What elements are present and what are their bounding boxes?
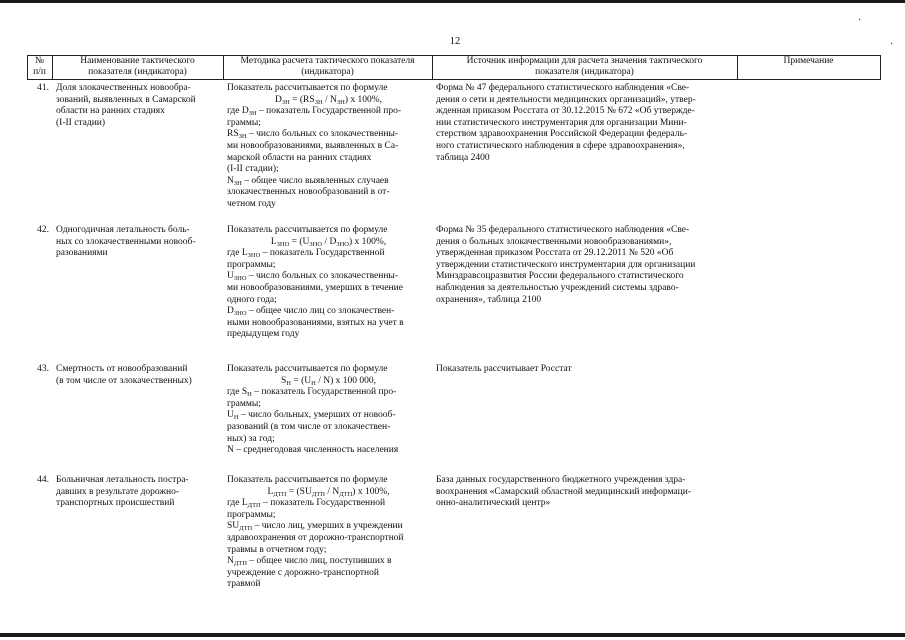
method-line: марской области на ранних стадиях bbox=[227, 152, 372, 163]
method-intro: Показатель рассчитывается по формуле bbox=[227, 225, 388, 235]
header-method: Методика расчета тактического показателя (индикатора) bbox=[240, 56, 415, 77]
method-line: предыдущем году bbox=[227, 329, 300, 340]
method-line: учреждение с дорожно-транспортной bbox=[227, 567, 379, 578]
row-number: 42. bbox=[37, 225, 49, 235]
data-source-line: жденная приказом Росстата от 30.12.2015 № 672 «Об утвержде- bbox=[436, 106, 695, 117]
data-source-line: ного статистического наблюдения в сфере здравоохранения», bbox=[436, 140, 685, 151]
col-divider bbox=[880, 55, 881, 79]
indicator-name bbox=[56, 225, 220, 260]
method-line: граммы; bbox=[227, 398, 261, 409]
method-intro: Показатель рассчитывается по формуле bbox=[227, 475, 388, 485]
header-note: Примечание bbox=[783, 56, 834, 66]
method-line: граммы; bbox=[227, 117, 261, 128]
method-formula: $S_Н = (U_Н / N)$ x 100 000, bbox=[280, 375, 376, 387]
data-source-line: онно-аналитический центр» bbox=[436, 498, 551, 509]
method-description bbox=[227, 475, 430, 591]
method-line: программы; bbox=[227, 509, 276, 520]
method-line: ми новообразованиями, выявленных в Са- bbox=[227, 140, 399, 151]
page-number: 12 bbox=[449, 36, 461, 47]
indicator-name bbox=[56, 83, 220, 129]
method-line: $U_Н$ – число больных, умерших от новооб- bbox=[227, 410, 396, 422]
indicator-name-line: зований, выявленных в Самарской bbox=[56, 94, 196, 105]
indicator-name-line: Больничная летальность постра- bbox=[56, 475, 189, 485]
header-num: № п/п bbox=[33, 56, 46, 77]
data-source-line: Минздравсоцразвития России федерального статистического bbox=[436, 271, 684, 282]
method-line: (I-II стадии); bbox=[227, 164, 279, 175]
header-source: Источник информации для расчета значения тактического показателя (индикатора) bbox=[466, 56, 703, 77]
data-source-line: наблюдения за деятельностью учреждений системы здраво- bbox=[436, 282, 679, 293]
row-number: 41. bbox=[37, 83, 49, 93]
data-source-line: дения о сети и деятельности медицинских организаций», утвер- bbox=[436, 94, 696, 105]
method-line: злокачественных новообразований в от- bbox=[227, 187, 390, 198]
data-source-line: Форма № 47 федерального статистического наблюдения «Све- bbox=[436, 83, 690, 93]
data-source bbox=[436, 475, 734, 510]
row-number: 43. bbox=[37, 364, 49, 374]
indicator-name-line: разованиями bbox=[56, 248, 108, 259]
method-line: где $D_{ЗН}$ – показатель Государственной про- bbox=[227, 106, 402, 118]
method-line: одного года; bbox=[227, 294, 277, 305]
method-formula: $D_{ЗН} = (RS_{ЗН} / N_{ЗН})$ x 100%, bbox=[274, 94, 383, 106]
method-line: травмы в отчетном году; bbox=[227, 544, 327, 555]
method-line: где $L_{ДТП}$ – показатель Государственной bbox=[227, 498, 386, 510]
data-source-line: База данных государственного бюджетного учреждения здра- bbox=[436, 475, 686, 485]
indicator-name-line: Смертность от новообразований bbox=[56, 364, 188, 374]
row-number: 44. bbox=[37, 475, 49, 485]
method-formula: $L_{ДТП} = (SU_{ДТП} / N_{ДТП})$ x 100%, bbox=[267, 486, 390, 498]
method-line: $U_{ЗНО}$ – число больных со злокачественны- bbox=[227, 271, 398, 283]
data-source-line: охранения», таблица 2100 bbox=[436, 294, 542, 305]
method-line: где $L_{ЗНО}$ – показатель Государственной bbox=[227, 248, 385, 260]
data-source-line: утверждении статистического инструментария для организации bbox=[436, 259, 696, 270]
method-intro: Показатель рассчитывается по формуле bbox=[227, 364, 388, 374]
header-bottom-rule bbox=[27, 79, 881, 80]
method-line: ными новообразованиями, взятых на учет в bbox=[227, 317, 404, 328]
scan-speck: · bbox=[890, 39, 894, 50]
scan-speck: · bbox=[858, 15, 862, 26]
method-line: $N_{ЗН}$ – общее число выявленных случаев bbox=[227, 175, 389, 187]
method-description bbox=[227, 364, 430, 457]
data-source bbox=[436, 83, 734, 164]
indicator-name-line: давших в результате дорожно- bbox=[56, 486, 179, 497]
indicator-name bbox=[56, 475, 220, 510]
method-line: программы; bbox=[227, 259, 276, 270]
data-source-line: утвержденная приказом Росстата от 29.12.2011 № 520 «Об bbox=[436, 248, 674, 259]
method-line: четном году bbox=[227, 198, 276, 209]
method-line: $N_{ДТП}$ – общее число лиц, поступивших в bbox=[227, 556, 392, 568]
indicator-name-line: транспортных происшествий bbox=[56, 498, 175, 509]
data-source-line: стерством здравоохранения Российской Федерации федераль- bbox=[436, 129, 688, 140]
data-source-line: Показатель рассчитывает Росстат bbox=[436, 364, 572, 374]
indicator-name-line: ных со злокачественными новооб- bbox=[56, 236, 196, 247]
bottom-border-line bbox=[0, 633, 905, 637]
method-line: здравоохранения от дорожно-транспортной bbox=[227, 532, 404, 543]
header-name: Наименование тактического показателя (индикатора) bbox=[80, 56, 195, 77]
method-intro: Показатель рассчитывается по формуле bbox=[227, 83, 388, 93]
indicator-name-line: (в том числе от злокачественных) bbox=[56, 375, 192, 386]
indicator-name bbox=[56, 364, 220, 387]
data-source bbox=[436, 364, 734, 376]
indicator-name-line: области на ранних стадиях bbox=[56, 106, 165, 117]
method-line: ми новообразованиями, умерших в течение bbox=[227, 282, 403, 293]
method-line: ных) за год; bbox=[227, 433, 275, 444]
indicator-name-line: Одногодичная летальность боль- bbox=[56, 225, 190, 235]
method-line: травмой bbox=[227, 579, 261, 590]
method-description bbox=[227, 83, 430, 211]
method-line: разований (в том числе от злокачествен- bbox=[227, 421, 391, 432]
method-line: $SU_{ДТП}$ – число лиц, умерших в учреждении bbox=[227, 521, 403, 533]
data-source-line: таблица 2400 bbox=[436, 152, 490, 163]
method-line: $D_{ЗНО}$ – общее число лиц со злокачествен- bbox=[227, 306, 395, 318]
indicator-name-line: (I-II стадии) bbox=[56, 117, 106, 128]
data-source-line: дения о больных злокачественными новообразованиями», bbox=[436, 236, 672, 247]
data-source-line: Форма № 35 федерального статистического наблюдения «Све- bbox=[436, 225, 690, 235]
data-source-line: воохранения «Самарский областной медицинский информаци- bbox=[436, 486, 691, 497]
method-line: $RS_{ЗН}$ – число больных со злокачественны- bbox=[227, 129, 398, 141]
data-source-line: нии статистического инструментария для организации Мини- bbox=[436, 117, 687, 128]
method-line: где $S_Н$ – показатель Государственной про- bbox=[227, 387, 397, 399]
top-border-line bbox=[0, 0, 905, 3]
indicator-name-line: Доля злокачественных новообра- bbox=[56, 83, 191, 93]
method-description bbox=[227, 225, 430, 341]
method-formula: $L_{ЗНО} = (U_{ЗНО} / D_{ЗНО})$ x 100%, bbox=[270, 236, 387, 248]
data-source bbox=[436, 225, 734, 306]
method-line: N – среднегодовая численность населения bbox=[227, 445, 399, 456]
